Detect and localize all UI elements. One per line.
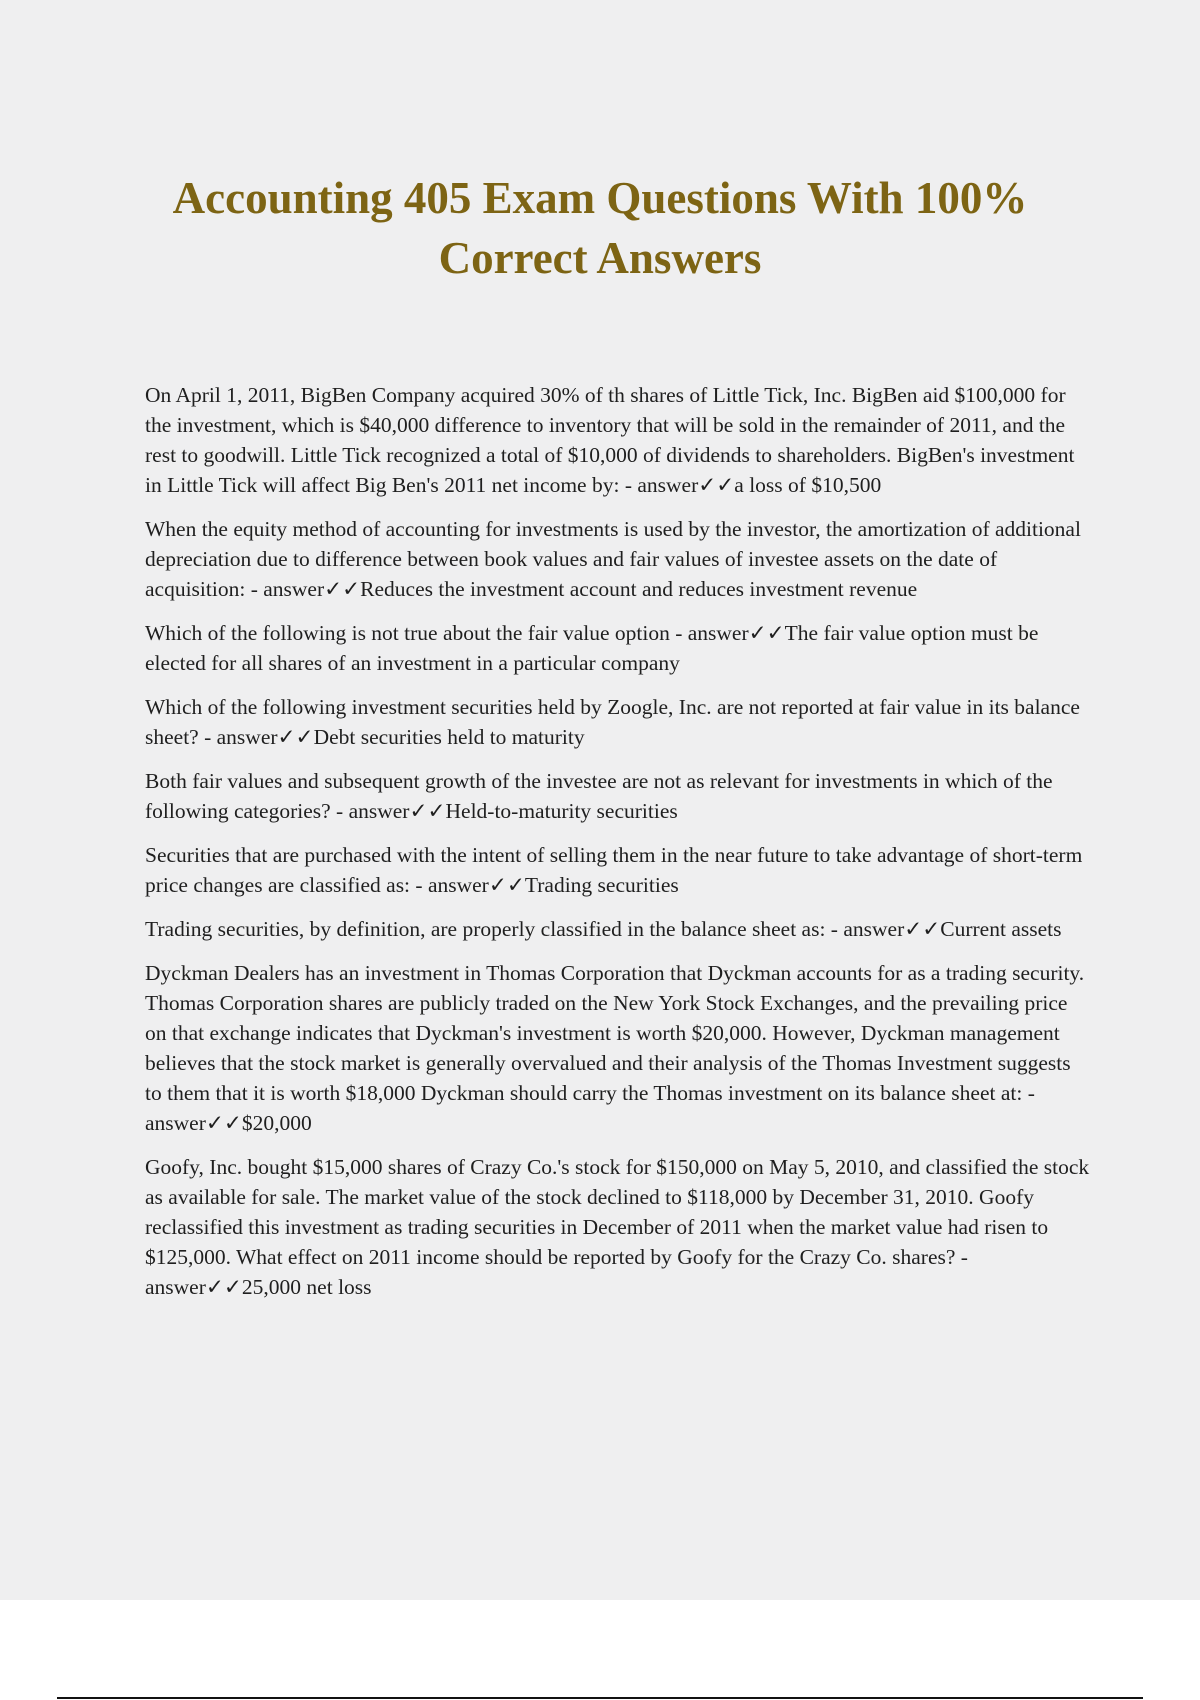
answer-text: Held-to-maturity securities [445, 799, 678, 823]
answer-text: The fair value option must be elected for all shares of an investment in a particular company [145, 621, 1039, 675]
answer-marker: answer✓✓ [687, 621, 785, 645]
question-text: Both fair values and subsequent growth of the investee are not as relevant for investments in which of the following categories? - [145, 769, 1053, 823]
qa-item [145, 1152, 1090, 1302]
question-text: When the equity method of accounting for investments is used by the investor, the amortization of additional depreciation due to difference between book values and fair values of investee assets on the date of acquisition: - [145, 517, 1081, 601]
qa-item [145, 514, 1090, 604]
answer-marker: answer✓✓ [427, 873, 525, 897]
question-text: Securities that are purchased with the intent of selling them in the near future to take advantage of short-term price changes are classified as: - [145, 843, 1083, 897]
question-text: Dyckman Dealers has an investment in Thomas Corporation that Dyckman accounts for as a trading security. Thomas Corporation shares are publicly traded on the New York Stock Exchanges, and the prevailing price on that exchange indicates that Dyckman's investment is worth $20,000. However, Dyckman management believes that the stock market is generally overvalued and their analysis of the Thomas Investment suggests to them that it is worth $18,000 Dyckman should carry the Thomas investment on its balance sheet at: - [145, 961, 1085, 1105]
answer-text: Trading securities [524, 873, 679, 897]
question-text: Goofy, Inc. bought $15,000 shares of Crazy Co.'s stock for $150,000 on May 5, 2010, and classified the stock as available for sale. The market value of the stock declined to $118,000 by December 31, 2010. Goofy reclassified this investment as trading securities in December of 2011 when the market value had risen to $125,000. What effect on 2011 income should be reported by Goofy for the Crazy Co. shares? - [145, 1155, 1090, 1269]
answer-text: 25,000 net loss [241, 1275, 372, 1299]
answer-marker: answer✓✓ [145, 1275, 242, 1299]
question-text: Trading securities, by definition, are properly classified in the balance sheet as: - [145, 917, 844, 941]
answer-marker: answer✓✓ [216, 725, 314, 749]
qa-list [145, 380, 1090, 1316]
answer-text: a loss of $10,500 [734, 473, 882, 497]
answer-marker: answer✓✓ [263, 577, 361, 601]
answer-text: Current assets [940, 917, 1062, 941]
answer-marker: answer✓✓ [637, 473, 735, 497]
answer-marker: answer✓✓ [843, 917, 941, 941]
qa-item [145, 618, 1090, 678]
page-title: Accounting 405 Exam Questions With 100% Correct Answers [172, 173, 1028, 283]
question-text: Which of the following is not true about the fair value option - [145, 621, 688, 645]
qa-item [145, 692, 1090, 752]
answer-text: Debt securities held to maturity [313, 725, 585, 749]
answer-marker: answer✓✓ [145, 1111, 242, 1135]
question-text: Which of the following investment securities held by Zoogle, Inc. are not reported at fair value in its balance sheet? - [145, 695, 1080, 749]
qa-item [145, 840, 1090, 900]
question-text: On April 1, 2011, BigBen Company acquired 30% of th shares of Little Tick, Inc. BigBen aid $100,000 for the investment, which is $40,000 difference to inventory that will be sold in the remainder of 2011, and the rest to goodwill. Little Tick recognized a total of $10,000 of dividends to shareholders. BigBen's investment in Little Tick will affect Big Ben's 2011 net income by: - [145, 383, 1075, 497]
qa-item [145, 766, 1090, 826]
qa-item [145, 958, 1090, 1138]
answer-text: Reduces the investment account and reduces investment revenue [360, 577, 918, 601]
answer-marker: answer✓✓ [348, 799, 446, 823]
footer-divider [57, 1697, 1143, 1699]
answer-text: $20,000 [241, 1111, 312, 1135]
qa-item [145, 380, 1090, 500]
qa-item [145, 914, 1090, 944]
